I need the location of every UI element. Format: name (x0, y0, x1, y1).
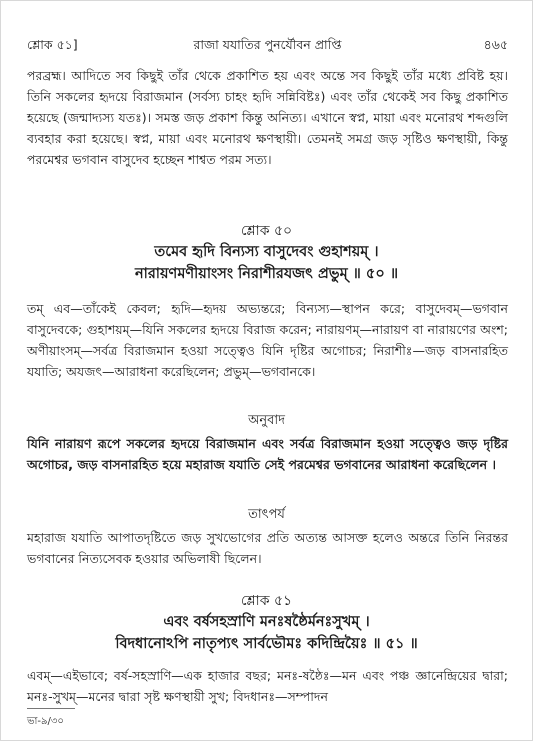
page-number: ৪৬৫ (483, 37, 508, 52)
translation-text: যিনি নারায়ণ রূপে সকলের হৃদয়ে বিরাজমান এবং সর্বত্র বিরাজমান হওয়া সত্ত্বেও জড় দৃষ্টির অগোচর, জড় বাসনারহিত হয়ে মহারাজ যযাতি সেই পরমেশ্বর ভগবানের আরাধনা করেছিলেন । (27, 436, 508, 472)
purport-heading: তাৎপর্য (248, 507, 285, 522)
intro-paragraph: পরব্রহ্ম। আদিতে সব কিছুই তাঁর থেকে প্রকাশিত হয় এবং অন্তে সব কিছুই তাঁর মধ্যে প্রবিষ্ট হয়। তিনি সকলের হৃদয়ে বিরাজমান (সর্বস্য চাহং হৃদি সন্নিবিষ্টঃ) এবং তাঁর থেকেই সব কিছু প্রকাশিত হয়েছে (জন্মাদ্যস্য যতঃ)। সমস্ত জড় প্রকাশ কিন্তু অনিত্য। এখানে স্বপ্ন, মায়া এবং মনোরথ শব্দগুলি ব্যবহার করা হয়েছে। স্বপ্ন, মায়া এবং মনোরথ ক্ষণস্থায়ী। তেমনই সমগ্র জড় সৃষ্টিও ক্ষণস্থায়ী, কিন্তু পরমেশ্বর ভগবান বাসুদেব হচ্ছেন শাশ্বত পরম সত্য। (27, 68, 508, 167)
footer-rule (27, 708, 75, 709)
verse-50-synonyms: তম্ এব—তাঁকেই কেবল; হৃদি—হৃদয় অভ্যন্তরে; বিন্যস্য—স্থাপন করে; বাসুদেবম্—ভগবান বাসুদেবকে; গুহাশয়ম্—যিনি সকলের হৃদয়ে বিরাজ করেন; নারায়ণম্—নারায়ণ বা নারায়ণের অংশ; অণীয়াংসম্—সর্বত্র বিরাজমান হওয়া সত্ত্বেও যিনি দৃষ্টির অগোচর; নিরাশীঃ—জড় বাসনারহিত যযাতি; অযজৎ—আরাধনা করেছিলেন; প্রভুম্—ভগবানকে। (27, 301, 508, 379)
verse-51-synonyms: এবম্—এইভাবে; বর্ষ-সহস্রাণি—এক হাজার বছর; মনঃ-ষষ্ঠৈঃ—মন এবং পঞ্চ জ্ঞানেন্দ্রিয়ের দ্বারা; মনঃ-সুখম্—মনের দ্বারা সৃষ্ট ক্ষণস্থায়ী সুখ; বিদধানঃ—সম্পাদন (27, 668, 508, 704)
verse-51-line-2: বিদধানোঽপি নাতৃপ্যৎ সার্বভৌমঃ কদিন্দ্রিয়ৈঃ ॥ ৫১ ॥ (115, 636, 418, 652)
header-verse-ref: শ্লোক ৫১] (27, 37, 78, 52)
verse-51-heading: শ্লোক ৫১ (240, 593, 293, 609)
verse-50-line-1: তমেব হৃদি বিন্যস্য বাসুদেবং গুহাশয়ম্ । (154, 244, 379, 260)
verse-50-line-2: নারায়ণমণীয়াংসং নিরাশীরযজৎ প্রভুম্ ॥ ৫০ ॥ (134, 266, 399, 282)
verse-50-heading: শ্লোক ৫০ (240, 223, 293, 239)
purport-text: মহারাজ যযাতি আপাতদৃষ্টিতে জড় সুখভোগের প্রতি অত্যন্ত আসক্ত হলেও অন্তরে তিনি নিরন্তর ভগবানের নিত্যসেবক হওয়ার অভিলাষী ছিলেন। (27, 530, 508, 566)
running-header (27, 37, 508, 57)
translation-heading: অনুবাদ (248, 413, 285, 428)
verse-51-line-1: এবং বর্ষসহস্রাণি মনঃষষ্ঠৈর্মনঃসুখম্ । (163, 614, 370, 630)
chapter-title: রাজা যযাতির পুনর্যৌবন প্রাপ্তি (193, 37, 342, 52)
footer-signature: ভা-৯/৩০ (27, 716, 64, 727)
